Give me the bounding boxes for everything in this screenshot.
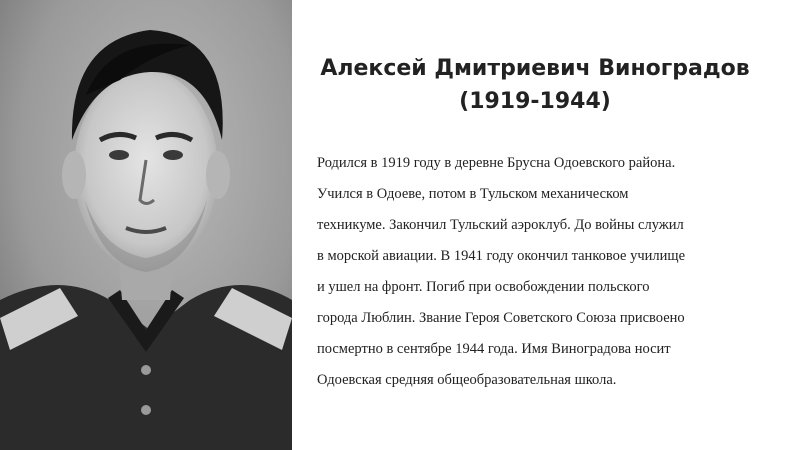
portrait-photo [0, 0, 292, 450]
bio-line: Родился в 1919 году в деревне Брусна Одоевского района. [317, 155, 676, 171]
page-title [300, 52, 770, 118]
bio-line: Учился в Одоеве, потом в Тульском механическом [317, 186, 629, 202]
bio-line: и ушел на фронт. Погиб при освобождении польского [317, 279, 650, 295]
bio-line: в морской авиации. В 1941 году окончил танковое училище [317, 248, 686, 264]
life-years: (1919-1944) [459, 89, 611, 114]
bio-line: посмертно в сентябре 1944 года. Имя Виноградова носит [317, 341, 671, 357]
biography-text [317, 148, 787, 396]
bio-line: техникуме. Закончил Тульский аэроклуб. До войны служил [317, 217, 684, 233]
bio-line: Одоевская средняя общеобразовательная школа. [317, 372, 617, 388]
portrait-illustration [0, 0, 292, 450]
person-name: Алексей Дмитриевич Виноградов [320, 56, 750, 81]
bio-line: города Люблин. Звание Героя Советского Союза присвоено [317, 310, 685, 326]
